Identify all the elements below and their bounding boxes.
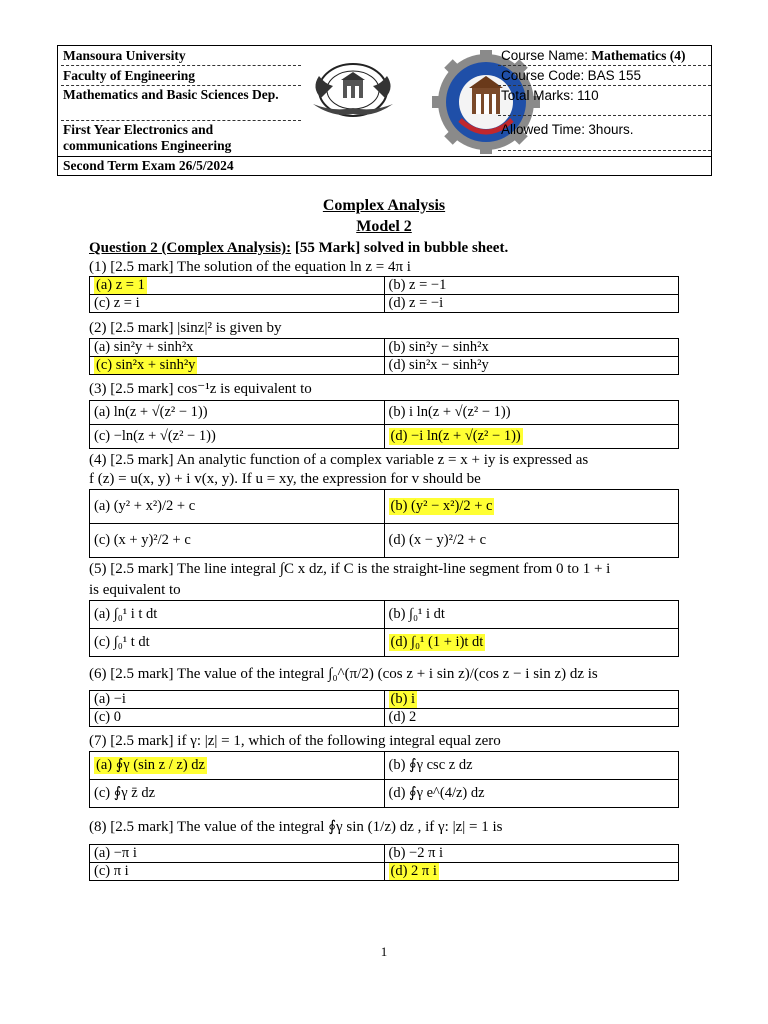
faculty-name: Faculty of Engineering — [63, 68, 195, 83]
option-b[interactable]: (b) z = −1 — [384, 277, 679, 295]
question-5-options — [89, 600, 679, 657]
question-7-options — [89, 751, 679, 808]
option-d[interactable]: (d) −i ln(z + √(z² − 1)) — [384, 425, 679, 449]
option-a[interactable]: (a) sin²y + sinh²x — [90, 339, 385, 357]
option-a[interactable]: (a) ∫₀¹ i t dt — [90, 601, 385, 629]
option-c[interactable]: (c) ∫₀¹ t dt — [90, 629, 385, 657]
option-b[interactable]: (b) i ln(z + √(z² − 1)) — [384, 401, 679, 425]
option-d[interactable]: (d) 2 π i — [384, 863, 679, 881]
option-b[interactable]: (b) sin²y − sinh²x — [384, 339, 679, 357]
question-2-stem: (2) [2.5 mark] |sinz|² is given by — [89, 320, 282, 336]
question-6-options — [89, 690, 679, 727]
question-8-stem: (8) [2.5 mark] The value of the integral ∮γ sin (1/z) dz , if γ: |z| = 1 is — [89, 819, 503, 835]
program-name: First Year Electronics and communications Engineering — [63, 122, 232, 153]
option-d[interactable]: (d) 2 — [384, 709, 679, 727]
option-a[interactable]: (a) −i — [90, 691, 385, 709]
allowed-time: Allowed Time: 3hours. — [501, 122, 634, 137]
question-3-stem: (3) [2.5 mark] cos⁻¹z is equivalent to — [89, 381, 312, 397]
question-2-options — [89, 338, 679, 375]
question-4-options — [89, 489, 679, 558]
option-d[interactable]: (d) sin²x − sinh²y — [384, 357, 679, 375]
option-a[interactable]: (a) (y² + x²)/2 + c — [90, 490, 385, 524]
exam-date: Second Term Exam 26/5/2024 — [63, 158, 234, 173]
option-d[interactable]: (d) ∮γ e^(4/z) dz — [384, 780, 679, 808]
option-b[interactable]: (b) i — [384, 691, 679, 709]
option-a[interactable]: (a) −π i — [90, 845, 385, 863]
exam-title: Complex Analysis — [322, 197, 446, 214]
university-name: Mansoura University — [63, 48, 186, 63]
option-d[interactable]: (d) (x − y)²/2 + c — [384, 524, 679, 558]
option-c[interactable]: (c) (x + y)²/2 + c — [90, 524, 385, 558]
department-name: Mathematics and Basic Sciences Dep. — [63, 87, 279, 102]
question-3-options — [89, 400, 679, 449]
option-a[interactable]: (a) z = 1 — [90, 277, 385, 295]
option-c[interactable]: (c) 0 — [90, 709, 385, 727]
option-b[interactable]: (b) (y² − x²)/2 + c — [384, 490, 679, 524]
option-d[interactable]: (d) ∫₀¹ (1 + i)t dt — [384, 629, 679, 657]
question-5-stem-2: is equivalent to — [89, 582, 181, 598]
section-heading: Question 2 (Complex Analysis): [55 Mark] solved in bubble sheet. — [89, 240, 509, 256]
question-8-options — [89, 844, 679, 881]
option-c[interactable]: (c) z = i — [90, 295, 385, 313]
course-code: Course Code: BAS 155 — [501, 68, 641, 83]
option-c[interactable]: (c) sin²x + sinh²y — [90, 357, 385, 375]
option-d[interactable]: (d) z = −i — [384, 295, 679, 313]
total-marks: Total Marks: 110 — [501, 88, 599, 103]
question-5-stem: (5) [2.5 mark] The line integral ∫C x dz, if C is the straight-line segment from 0 to 1 + i — [89, 561, 611, 577]
option-b[interactable]: (b) ∫₀¹ i dt — [384, 601, 679, 629]
option-c[interactable]: (c) ∮γ z̄ dz — [90, 780, 385, 808]
option-c[interactable]: (c) −ln(z + √(z² − 1)) — [90, 425, 385, 449]
option-a[interactable]: (a) ln(z + √(z² − 1)) — [90, 401, 385, 425]
course-name: Course Name: Mathematics (4) — [501, 48, 686, 63]
option-b[interactable]: (b) −2 π i — [384, 845, 679, 863]
question-6-stem: (6) [2.5 mark] The value of the integral ∫₀^(π/2) (cos z + i sin z)/(cos z − i sin z) dz is — [89, 666, 598, 682]
question-4-stem: (4) [2.5 mark] An analytic function of a complex variable z = x + iy is expressed as — [89, 452, 589, 468]
question-7-stem: (7) [2.5 mark] if γ: |z| = 1, which of the following integral equal zero — [89, 733, 501, 749]
option-b[interactable]: (b) ∮γ csc z dz — [384, 752, 679, 780]
model-label: Model 2 — [356, 218, 412, 235]
option-a[interactable]: (a) ∮γ (sin z / z) dz — [90, 752, 385, 780]
exam-header — [57, 45, 712, 176]
page-number: 1 — [380, 944, 388, 959]
question-1-stem: (1) [2.5 mark] The solution of the equation ln z = 4π i — [89, 259, 411, 275]
question-1-options — [89, 276, 679, 313]
question-4-stem-2: f (z) = u(x, y) + i v(x, y). If u = xy, the expression for v should be — [89, 471, 481, 487]
option-c[interactable]: (c) π i — [90, 863, 385, 881]
mansoura-university-logo — [303, 58, 403, 120]
